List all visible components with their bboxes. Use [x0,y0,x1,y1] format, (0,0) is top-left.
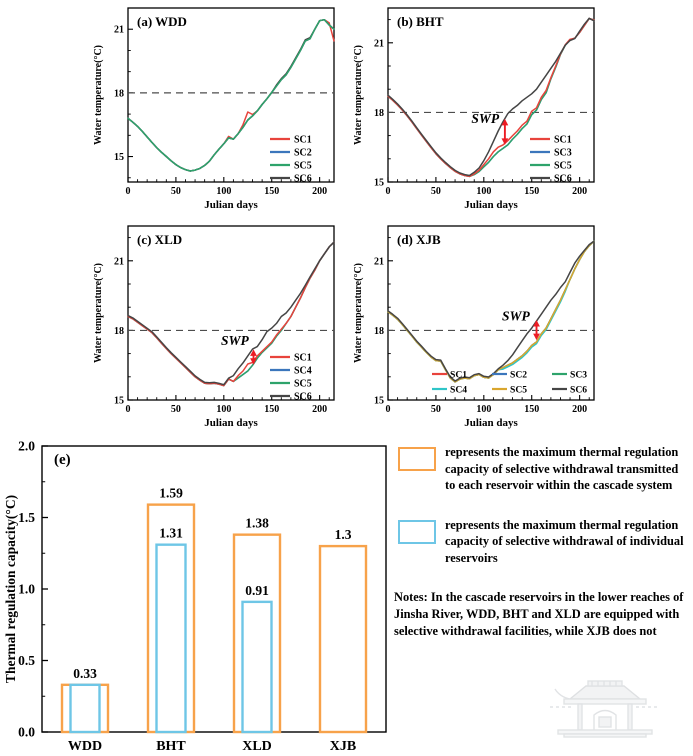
legend-label-SC3: SC3 [554,147,572,159]
y-tick-label: 0.0 [18,724,35,740]
swp-label: SWP [502,308,530,324]
bar-individual-WDD [71,685,100,732]
legend-label-SC2: SC2 [510,369,528,381]
panel-legend [270,353,312,403]
y-tick-label: 18 [374,107,384,119]
y-tick-label: 18 [114,325,124,337]
swp-label: SWP [471,110,500,126]
bar-cascade_transmitted-XJB [320,546,366,732]
panel-b-bht-line-chart [352,0,600,219]
category-label-XLD: XLD [242,739,272,754]
x-tick-label: 150 [524,186,540,197]
swp-annotation [221,333,257,365]
y-tick-label: 0.5 [18,653,35,668]
legend-label-SC1: SC1 [294,134,312,146]
x-tick-label: 100 [216,404,232,415]
swp-label: SWP [220,332,249,348]
legend-label-SC2: SC2 [294,147,312,159]
panel-title: (d) XJB [397,232,441,247]
x-tick-label: 150 [264,186,280,197]
x-axis-title: Julian days [464,417,518,429]
legend-label-SC3: SC3 [570,369,588,381]
x-tick-label: 150 [524,404,540,415]
legend-label-SC6: SC6 [294,391,312,403]
series-SC1-line [388,241,594,382]
x-tick-label: 100 [476,404,492,415]
panel-title: (c) XLD [137,232,183,247]
y-axis-title: Water temperature(°C) [353,263,364,363]
panel-e-svg [0,430,392,756]
individual-capacity-swatch [398,520,436,544]
y-tick-label: 15 [374,177,384,189]
panel-title: (b) BHT [397,14,444,29]
panel-a-svg [92,0,340,214]
swp-annotation [471,111,508,145]
y-tick-label: 15 [374,395,384,407]
legend-label-SC5: SC5 [294,378,312,390]
x-tick-label: 50 [170,186,181,197]
y-tick-label: 18 [114,88,124,100]
side-legend [394,444,691,640]
watermark-pavilion-logo [540,676,668,742]
bar-value-label: 1.59 [159,485,183,501]
panel-d-xjb-line-chart [352,218,600,437]
x-tick-label: 0 [385,186,391,197]
x-tick-label: 100 [476,186,492,197]
x-tick-label: 50 [430,186,441,197]
x-axis-title: Julian days [464,199,518,211]
legend-label-SC4: SC4 [450,384,468,396]
panel-title: (e) [54,452,71,468]
notes-text: Notes: In the cascade reservoirs in the lower reaches of Jinsha River, WDD, BHT and XLD are equipped with selective withdrawal facilities, while XJB does not [394,590,684,638]
legend-label-SC6: SC6 [554,173,572,185]
y-tick-label: 21 [114,256,124,268]
bar-individual-BHT [157,545,186,732]
legend-label-SC6: SC6 [294,173,312,185]
individual-capacity-description: represents the maximum thermal regulation capacity of selective withdrawal of individual reservoirs [445,517,684,565]
legend-label-SC6: SC6 [570,384,588,396]
series-SC5-line [128,242,334,385]
category-label-WDD: WDD [67,739,103,754]
legend-item-cascade [394,444,691,494]
x-tick-label: 0 [125,186,131,197]
x-tick-label: 200 [312,186,328,197]
legend-label-SC4: SC4 [294,365,312,377]
legend-label-SC1: SC1 [294,352,312,364]
y-tick-label: 1.5 [18,510,35,525]
panel-legend [530,135,572,185]
panel-c-xld-line-chart [92,218,340,437]
cascade-capacity-description: represents the maximum thermal regulation capacity of selective withdrawal transmitted to each reservoir within the cascade system [445,445,679,492]
panel-c-svg [92,218,340,432]
y-tick-label: 21 [374,38,384,50]
x-tick-label: 0 [385,404,391,415]
series-SC4-line [388,241,594,382]
y-axis-title: Water temperature(°C) [353,45,364,145]
series-SC2-line [388,241,594,382]
series-SC1-line [128,242,334,385]
bar-value-label: 0.33 [73,665,97,681]
legend-label-SC1: SC1 [450,369,468,381]
panel-d-svg [352,218,600,432]
y-tick-label: 18 [374,325,384,337]
legend-label-SC5: SC5 [294,160,312,172]
x-tick-label: 100 [216,186,232,197]
series-SC4-line [128,242,334,385]
x-tick-label: 200 [572,186,588,197]
category-label-XJB: XJB [329,739,357,754]
y-tick-label: 15 [114,395,124,407]
cascade-capacity-swatch [398,447,436,471]
bar-value-label: 1.38 [245,515,269,531]
x-tick-label: 200 [312,404,328,415]
legend-label-SC5: SC5 [510,384,528,396]
legend-label-SC1: SC1 [554,134,572,146]
legend-label-SC5: SC5 [554,160,572,172]
series-SC3-line [388,241,594,382]
y-tick-label: 21 [114,24,124,36]
x-axis-title: Julian days [204,199,258,211]
panel-a-wdd-line-chart [92,0,340,219]
y-axis-title: Water temperature(°C) [93,45,104,145]
bar-value-label: 1.3 [334,527,352,543]
panel-title: (a) WDD [137,14,187,29]
series-SC6-line [388,241,594,381]
panel-e-bar-chart [0,430,392,756]
x-tick-label: 0 [125,404,131,415]
y-tick-label: 21 [374,256,384,268]
bar-value-label: 1.31 [159,525,183,541]
y-axis-title: Thermal regulation capacity(°C) [3,494,18,684]
series-SC5-line [388,241,594,382]
x-tick-label: 50 [170,404,181,415]
x-tick-label: 50 [430,404,441,415]
x-tick-label: 150 [264,404,280,415]
bar-individual-XLD [243,602,272,732]
category-label-BHT: BHT [156,739,186,754]
swp-annotation [502,309,540,340]
x-axis-title: Julian days [204,417,258,429]
bar-value-label: 0.91 [245,582,269,598]
x-tick-label: 200 [572,404,588,415]
y-tick-label: 15 [114,152,124,164]
y-axis-title: Water temperature(°C) [93,263,104,363]
legend-item-individual [394,517,691,567]
panel-b-svg [352,0,600,214]
panel-legend [270,135,312,185]
axis-ticks [18,439,48,740]
y-tick-label: 1.0 [18,581,35,597]
y-tick-label: 2.0 [18,438,35,454]
